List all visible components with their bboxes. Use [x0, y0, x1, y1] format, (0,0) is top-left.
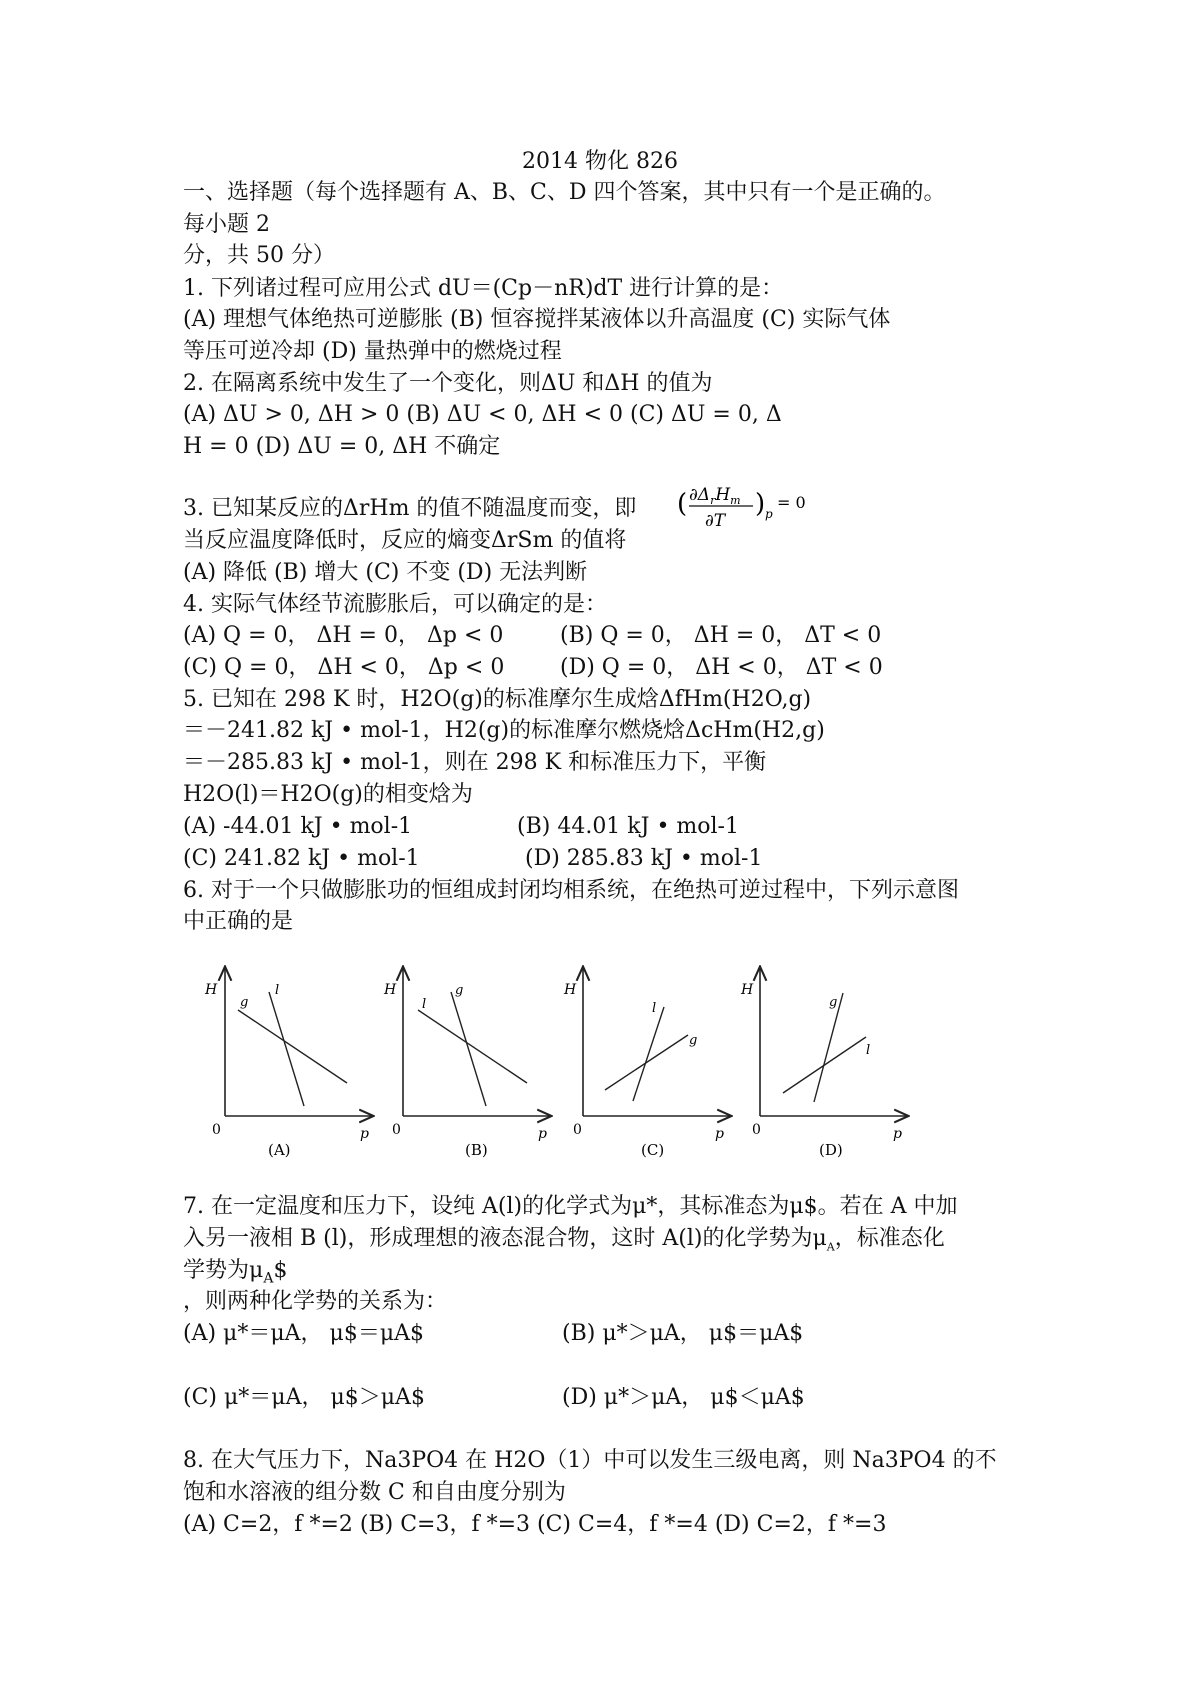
q7-line2-text: 入另一液相 B (l)，形成理想的液态混合物，这时 A(l)的化学势为μ: [183, 1226, 827, 1251]
q1-options-row1: (A) 理想气体绝热可逆膨胀 (B) 恒容搅拌某液体以升高温度 (C) 实际气体: [183, 307, 891, 332]
origin-label: 0: [573, 1122, 582, 1138]
formula-subscript: p: [765, 507, 773, 521]
line-label-1: g: [240, 995, 249, 1010]
line-label-2: g: [689, 1033, 698, 1048]
q3-formula: [675, 478, 815, 534]
q5-line4: H2O(l)＝H2O(g)的相变焓为: [183, 782, 473, 807]
q6-line2: 中正确的是: [183, 909, 294, 934]
q8-options: (A) C=2，f *=2 (B) C=3，f *=3 (C) C=4，f *=4 (D) C=2，f *=3: [183, 1512, 887, 1537]
line-label-1: l: [422, 997, 427, 1012]
y-axis-label: H: [564, 982, 577, 998]
line-label-1: g: [829, 995, 838, 1010]
q7-line2-end: ，标准态化: [834, 1226, 945, 1251]
line-label-2: l: [866, 1043, 871, 1058]
formula-denominator: ∂T: [705, 511, 726, 531]
line-label-1: l: [652, 1001, 657, 1016]
q5-option-d: (D) 285.83 kJ • mol-1: [525, 846, 763, 871]
q7-line2: [183, 1224, 945, 1262]
q3-line2: 当反应温度降低时，反应的熵变ΔrSm 的值将: [183, 528, 627, 553]
q4-option-c: (C) Q = 0， ΔH < 0， Δp < 0: [183, 655, 505, 680]
q4-stem: 4. 实际气体经节流膨胀后，可以确定的是：: [183, 592, 607, 617]
q7-line4: ，则两种化学势的关系为：: [183, 1289, 448, 1314]
x-axis-label: p: [360, 1126, 369, 1142]
q2-options-row2: H = 0 (D) ΔU = 0, ΔH 不确定: [183, 434, 501, 459]
q2-stem: 2. 在隔离系统中发生了一个变化，则ΔU 和ΔH 的值为: [183, 371, 713, 396]
figure-caption: (D): [819, 1141, 843, 1159]
origin-label: 0: [212, 1122, 221, 1138]
figure-caption: (B): [465, 1141, 488, 1159]
figure-c: [563, 968, 730, 1159]
origin-label: 0: [392, 1122, 401, 1138]
line-g: [451, 992, 486, 1106]
q5-option-c: (C) 241.82 kJ • mol-1: [183, 846, 420, 871]
q5-line2: ＝－241.82 kJ • mol-1，H2(g)的标准摩尔燃烧焓ΔcHm(H2,g): [183, 718, 825, 743]
figure-a: [204, 968, 372, 1159]
section-header-line1: 一、选择题（每个选择题有 A、B、C、D 四个答案，其中只有一个是正确的。: [183, 180, 946, 205]
q7-line3-sub: A: [263, 1270, 274, 1287]
q4-option-b: (B) Q = 0， ΔH = 0， ΔT < 0: [560, 623, 882, 648]
q7-line3-text: 学势为μ: [183, 1258, 264, 1283]
page-title: 2014 物化 826: [522, 149, 678, 174]
line-g: [238, 1010, 347, 1083]
q4-option-a: (A) Q = 0， ΔH = 0， Δp < 0: [183, 623, 504, 648]
q7-option-d: (D) μ*＞μA， μ$＜μA$: [562, 1385, 805, 1410]
y-axis-label: H: [384, 982, 397, 998]
origin-label: 0: [752, 1122, 761, 1138]
q8-line1: 8. 在大气压力下，Na3PO4 在 H2O（1）中可以发生三级电离，则 Na3PO4 的不: [183, 1448, 997, 1473]
figure-caption: (A): [268, 1141, 291, 1159]
line-g: [605, 1035, 688, 1090]
formula-numerator: $\partial\Delta_rH_m$: [689, 485, 741, 507]
line-label-2: l: [275, 983, 280, 998]
formula-right-paren: ): [755, 489, 766, 519]
formula-left-paren: (: [677, 489, 688, 519]
q5-line3: ＝－285.83 kJ • mol-1，则在 298 K 和标准压力下，平衡: [183, 750, 767, 775]
line-l: [418, 1010, 527, 1083]
x-axis-label: p: [538, 1126, 547, 1142]
q2-options-row1: (A) ΔU > 0, ΔH > 0 (B) ΔU < 0, ΔH < 0 (C) ΔU = 0, Δ: [183, 402, 782, 427]
figure-caption: (C): [641, 1141, 665, 1159]
q7-line3-end: $: [273, 1258, 288, 1283]
y-axis-label: H: [205, 982, 218, 998]
q7-option-b: (B) μ*＞μA， μ$＝μA$: [562, 1321, 804, 1346]
x-axis-label: p: [715, 1126, 724, 1142]
q5-line1: 5. 已知在 298 K 时，H2O(g)的标准摩尔生成焓ΔfHm(H2O,g): [183, 687, 812, 712]
line-l: [269, 992, 304, 1106]
q6-line1: 6. 对于一个只做膨胀功的恒组成封闭均相系统，在绝热可逆过程中，下列示意图: [183, 878, 959, 903]
x-axis-label: p: [893, 1126, 902, 1142]
q1-stem: 1. 下列诸过程可应用公式 dU＝(Cp－nR)dT 进行计算的是：: [183, 276, 784, 301]
q3-options: (A) 降低 (B) 增大 (C) 不变 (D) 无法判断: [183, 560, 588, 585]
q7-line1: 7. 在一定温度和压力下，设纯 A(l)的化学式为μ*，其标准态为μ$。若在 A 中加: [183, 1194, 958, 1219]
q4-option-d: (D) Q = 0， ΔH < 0， ΔT < 0: [560, 655, 883, 680]
q7-option-a: (A) μ*＝μA， μ$＝μA$: [183, 1321, 425, 1346]
q7-option-c: (C) μ*＝μA， μ$＞μA$: [183, 1385, 425, 1410]
q1-options-row2: 等压可逆冷却 (D) 量热弹中的燃烧过程: [183, 339, 562, 364]
q5-option-a: (A) -44.01 kJ • mol-1: [183, 814, 413, 839]
formula-equals: = 0: [777, 493, 806, 512]
q7-line2-sub: A: [826, 1240, 835, 1254]
figure-b: [383, 968, 550, 1159]
q6-figures: [0, 950, 1200, 1165]
line-label-2: g: [455, 983, 464, 998]
q8-line2: 饱和水溶液的组分数 C 和自由度分别为: [183, 1480, 566, 1505]
y-axis-label: H: [741, 982, 754, 998]
figure-d: [740, 968, 907, 1159]
section-header-line2: 每小题 2: [183, 212, 270, 237]
section-header-line3: 分，共 50 分）: [183, 243, 335, 268]
q5-option-b: (B) 44.01 kJ • mol-1: [517, 814, 739, 839]
q3-stem: 3. 已知某反应的ΔrHm 的值不随温度而变，即: [183, 496, 637, 521]
